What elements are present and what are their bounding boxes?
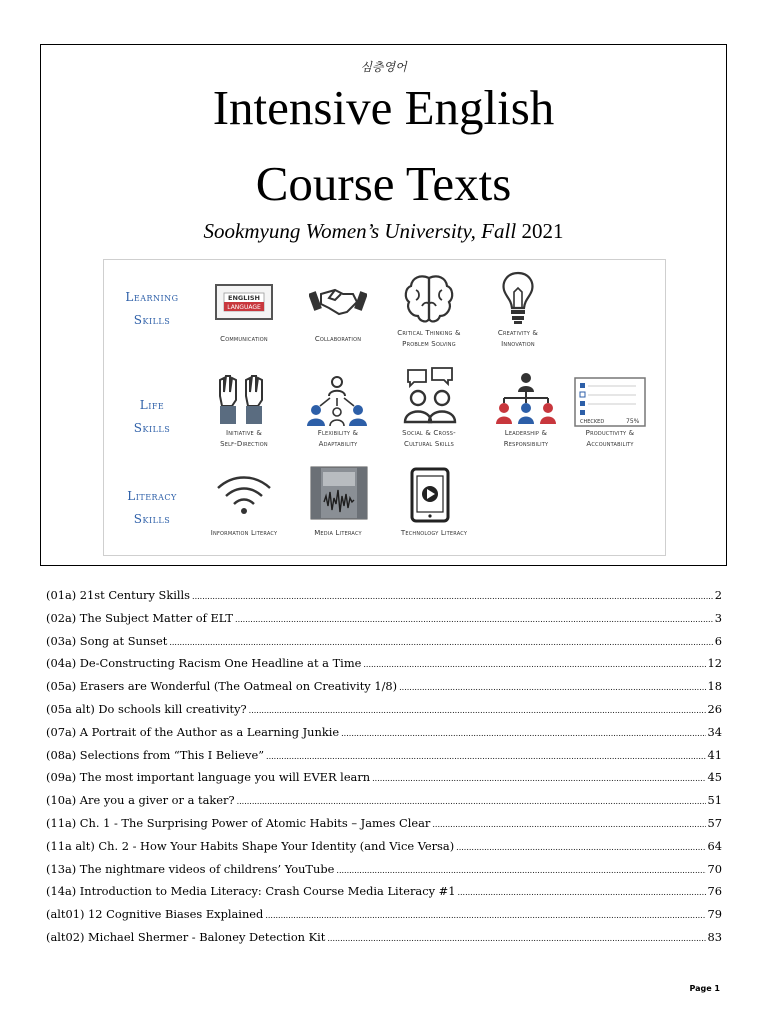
cap-flexibility-l1: Flexibility & xyxy=(317,429,359,437)
toc-entry[interactable] xyxy=(46,634,722,657)
toc-leader-dots xyxy=(266,752,705,761)
toc-entry-label: (08a) Selections from “This I Believe” xyxy=(46,747,265,762)
toc-leader-dots xyxy=(192,592,713,601)
toc-entry[interactable] xyxy=(46,748,722,771)
handshake-icon xyxy=(309,280,367,324)
toc-entry-label: (13a) The nightmare videos of childrens’ YouTube xyxy=(46,861,335,876)
toc-leader-dots xyxy=(235,615,713,624)
toc-entry[interactable] xyxy=(46,930,722,953)
cap-media-literacy xyxy=(288,528,388,539)
toc-entry-label: (11a alt) Ch. 2 - How Your Habits Shape Your Identity (and Vice Versa) xyxy=(46,838,455,853)
cap-information-literacy-l1: Information Literacy xyxy=(210,529,278,537)
cap-leadership-l2: Responsibility xyxy=(503,440,549,448)
page-number: Page 1 xyxy=(689,984,720,993)
cap-productivity-l2: Accountability xyxy=(586,440,634,448)
org-chart-icon xyxy=(494,372,558,428)
toc-entry[interactable] xyxy=(46,656,722,679)
sign-text-language: LANGUAGE xyxy=(227,304,261,311)
cap-social-skills-l1: Social & Cross- xyxy=(402,429,456,437)
toc-leader-dots xyxy=(432,820,705,829)
row-label-literacy-l2: Skills xyxy=(133,512,171,526)
toc-leader-dots xyxy=(265,911,705,920)
brain-icon xyxy=(402,272,456,330)
row-label-learning-l2: Skills xyxy=(133,313,171,327)
toc-entry[interactable] xyxy=(46,816,722,839)
korean-subtitle: 심층영어 xyxy=(360,60,407,74)
toc-entry[interactable] xyxy=(46,611,722,634)
skills-graphic xyxy=(103,259,666,556)
toc-leader-dots xyxy=(456,843,705,852)
toc-entry-page: 3 xyxy=(714,610,722,625)
toc-entry-label: (04a) De-Constructing Racism One Headline at a Time xyxy=(46,656,362,671)
toc-leader-dots xyxy=(169,638,712,647)
toc-entry-page: 6 xyxy=(714,633,722,648)
cap-leadership-l1: Leadership & xyxy=(504,429,548,437)
toc-entry[interactable] xyxy=(46,862,722,885)
checklist-percent: 75% xyxy=(626,418,640,425)
toc-entry[interactable] xyxy=(46,907,722,930)
subtitle-university: Sookmyung Women’s University, Fall xyxy=(203,219,517,243)
cap-information-literacy xyxy=(194,528,294,539)
toc-leader-dots xyxy=(372,774,705,783)
toc-leader-dots xyxy=(457,888,705,897)
toc-entry[interactable] xyxy=(46,588,722,611)
tablet-play-icon xyxy=(410,467,450,527)
toc-entry-label: (05a) Erasers are Wonderful (The Oatmeal on Creativity 1/8) xyxy=(46,679,398,694)
toc-leader-dots xyxy=(363,660,705,669)
toc-entry-page: 26 xyxy=(707,701,722,716)
toc-entry-label: (alt02) Michael Shermer - Baloney Detection Kit xyxy=(46,929,326,944)
toc-entry[interactable] xyxy=(46,679,722,702)
cap-flexibility xyxy=(288,428,388,450)
row-label-life xyxy=(112,394,192,440)
lightbulb-icon xyxy=(498,270,538,330)
cap-creativity xyxy=(468,328,568,350)
title-line-2: Course Texts xyxy=(255,156,512,211)
toc-entry-label: (05a alt) Do schools kill creativity? xyxy=(46,701,247,716)
toc-entry[interactable] xyxy=(46,702,722,725)
cap-initiative xyxy=(194,428,294,450)
toc-entry-label: (01a) 21st Century Skills xyxy=(46,588,191,602)
toc-entry-page: 57 xyxy=(707,815,722,830)
cap-initiative-l1: Initiative & xyxy=(225,429,263,437)
row-label-life-l1: Life xyxy=(139,398,165,412)
cap-productivity xyxy=(560,428,660,450)
cover-subtitle xyxy=(41,219,726,244)
checklist-icon xyxy=(574,377,646,431)
cap-creativity-l1: Creativity & xyxy=(497,329,539,337)
toc-entry-page: 70 xyxy=(707,861,722,876)
people-network-icon xyxy=(306,374,368,430)
toc-entry-page: 76 xyxy=(707,884,722,899)
toc-leader-dots xyxy=(237,797,706,806)
toc-entry-page: 41 xyxy=(707,747,722,762)
cap-collaboration xyxy=(288,334,388,345)
cap-critical-thinking-l1: Critical Thinking & xyxy=(397,329,461,337)
toc-entry-label: (10a) Are you a giver or a taker? xyxy=(46,793,235,808)
subtitle-year: 2021 xyxy=(521,219,564,243)
raised-hands-icon xyxy=(214,372,270,430)
row-label-literacy xyxy=(112,485,192,531)
cap-social-skills-l2: Cultural Skills xyxy=(403,440,454,448)
toc-entry[interactable] xyxy=(46,725,722,748)
media-editor-icon xyxy=(310,466,368,524)
toc-entry[interactable] xyxy=(46,793,722,816)
toc-leader-dots xyxy=(399,683,705,692)
cap-media-literacy-l1: Media Literacy xyxy=(314,529,362,537)
toc-entry-page: 45 xyxy=(707,770,722,785)
title-line-1: Intensive English xyxy=(212,80,555,135)
toc-entry[interactable] xyxy=(46,884,722,907)
row-label-life-l2: Skills xyxy=(133,421,171,435)
row-label-literacy-l1: Literacy xyxy=(127,489,177,503)
cap-flexibility-l2: Adaptability xyxy=(318,440,358,448)
toc-entry-page: 34 xyxy=(707,724,722,739)
checklist-checked-label: CHECKED xyxy=(580,419,605,425)
toc-entry-label: (03a) Song at Sunset xyxy=(46,633,168,648)
toc-entry-label: (11a) Ch. 1 - The Surprising Power of Atomic Habits – James Clear xyxy=(46,815,431,830)
cover-box xyxy=(40,44,727,566)
toc-entry[interactable] xyxy=(46,839,722,862)
toc-leader-dots xyxy=(327,934,705,943)
cap-critical-thinking-l2: Problem Solving xyxy=(402,340,456,348)
toc-entry-label: (09a) The most important language you will EVER learn xyxy=(46,770,371,785)
row-label-learning xyxy=(112,286,192,332)
cap-technology-literacy xyxy=(384,528,484,539)
conversation-icon xyxy=(402,366,458,428)
cap-collaboration-l1: Collaboration xyxy=(314,335,362,343)
wifi-icon xyxy=(215,472,273,520)
cap-communication xyxy=(194,334,294,345)
sign-text-english: ENGLISH xyxy=(228,294,260,302)
toc-entry-label: (14a) Introduction to Media Literacy: Crash Course Media Literacy #1 xyxy=(46,884,456,899)
toc-leader-dots xyxy=(341,729,705,738)
toc-entry-label: (alt01) 12 Cognitive Biases Explained xyxy=(46,907,264,922)
toc-entry[interactable] xyxy=(46,770,722,793)
toc-entry-page: 64 xyxy=(707,838,722,853)
toc-entry-page: 79 xyxy=(707,907,722,922)
cap-social-skills xyxy=(379,428,479,450)
english-language-sign-icon xyxy=(215,284,273,324)
cap-creativity-l2: Innovation xyxy=(501,340,535,348)
table-of-contents xyxy=(46,588,722,953)
toc-leader-dots xyxy=(336,866,705,875)
row-label-learning-l1: Learning xyxy=(125,290,179,304)
toc-entry-page: 2 xyxy=(714,588,722,602)
cap-technology-literacy-l1: Technology Literacy xyxy=(400,529,468,537)
cap-initiative-l2: Self-Direction xyxy=(220,440,268,448)
toc-entry-page: 51 xyxy=(707,793,722,808)
toc-entry-page: 18 xyxy=(707,679,722,694)
cap-critical-thinking xyxy=(379,328,479,350)
cap-productivity-l1: Productivity & xyxy=(585,429,635,437)
cap-communication-l1: Communication xyxy=(220,335,268,343)
toc-entry-page: 83 xyxy=(707,929,722,944)
toc-leader-dots xyxy=(249,706,706,715)
toc-entry-label: (07a) A Portrait of the Author as a Learning Junkie xyxy=(46,724,340,739)
toc-entry-page: 12 xyxy=(707,656,722,671)
toc-entry-label: (02a) The Subject Matter of ELT xyxy=(46,610,234,625)
